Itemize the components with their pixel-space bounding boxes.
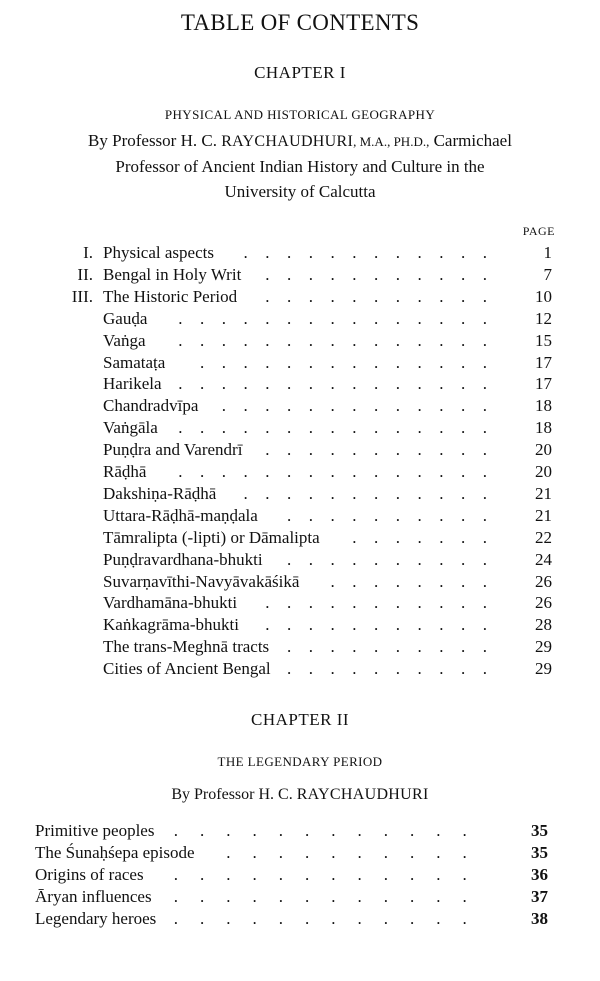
entry-page-number: 37: [531, 887, 548, 906]
author-prefix: By Professor H. C.: [171, 786, 297, 803]
entry-title: The Historic Period: [103, 286, 238, 306]
entry-page-number: 29: [535, 659, 552, 679]
toc-entry[interactable]: [0, 462, 600, 484]
entry-page-number: 29: [535, 637, 552, 657]
entry-page-number: 20: [535, 462, 552, 481]
toc-entry[interactable]: [0, 821, 600, 843]
toc-entry[interactable]: [0, 374, 600, 396]
dot-leader: ..............: [200, 352, 505, 372]
dot-leader: ...............: [178, 418, 505, 438]
dot-leader: ........: [330, 571, 505, 591]
entry-title: Samataṭa: [103, 352, 166, 372]
chapter-2-subtitle: THE LEGENDARY PERIOD: [217, 754, 383, 769]
entry-title: Vaṅga: [103, 330, 146, 350]
dot-leader: ..........: [287, 659, 505, 679]
toc-entry[interactable]: [0, 865, 600, 887]
entry-title: Cities of Ancient Bengal: [103, 659, 271, 679]
entry-page-number: 17: [535, 352, 552, 372]
dot-leader: ..........: [226, 843, 489, 862]
dot-leader: ...............: [178, 330, 505, 350]
entry-title: Vaṅgāla: [103, 418, 158, 438]
toc-entry[interactable]: [0, 887, 600, 909]
toc-entry[interactable]: [0, 396, 600, 418]
chapter-1-author-line-3: University of Calcutta: [224, 182, 376, 201]
entry-title: Chandradvīpa: [103, 396, 199, 416]
entry-page-number: 36: [531, 865, 548, 884]
toc-entry[interactable]: [0, 331, 600, 353]
toc-entry[interactable]: [0, 615, 600, 637]
toc-entry[interactable]: [0, 287, 600, 309]
entry-title: The Śunaḥśepa episode: [35, 843, 195, 862]
chapter-1-subtitle: PHYSICAL AND HISTORICAL GEOGRAPHY: [164, 107, 436, 122]
entry-title: Legendary heroes: [35, 909, 157, 928]
dot-leader: ............: [173, 887, 489, 906]
author-prefix: By Professor H. C.: [88, 131, 222, 150]
entry-page-number: 12: [535, 308, 552, 328]
entry-title: The trans-Meghnā tracts: [103, 637, 270, 657]
entry-page-number: 18: [535, 396, 552, 416]
dot-leader: ...............: [178, 462, 505, 481]
dot-leader: ..........: [287, 637, 505, 657]
dot-leader: ...........: [265, 593, 505, 613]
chapter-1-heading: CHAPTER I: [254, 63, 346, 82]
entry-title: Dakshiṇa-Rāḍhā: [103, 483, 217, 503]
toc-entry[interactable]: [0, 418, 600, 440]
entry-page-number: 10: [535, 286, 552, 306]
entry-title: Origins of races: [35, 865, 144, 884]
dot-leader: ...........: [265, 615, 505, 635]
page-column-heading: PAGE: [522, 224, 555, 238]
toc-entry[interactable]: [0, 309, 600, 331]
entry-title: Physical aspects: [103, 243, 214, 262]
author-degrees: , M.A., PH.D.,: [353, 134, 430, 149]
toc-entry[interactable]: [0, 593, 600, 615]
entry-title: Bengal in Holy Writ: [103, 264, 242, 284]
dot-leader: ...........: [265, 286, 505, 306]
dot-leader: ..........: [287, 505, 505, 525]
dot-leader: .............: [221, 396, 505, 416]
toc-entry[interactable]: [0, 506, 600, 528]
entry-title: Kaṅkagrāma-bhukti: [103, 615, 239, 635]
entry-title: Puṇḍravardhana-bhukti: [103, 549, 263, 569]
chapter-1-author-line-2: Professor of Ancient Indian History and Culture in the: [115, 157, 485, 176]
toc-entry[interactable]: [0, 528, 600, 550]
toc-entry[interactable]: [0, 550, 600, 572]
chapter-2-heading: CHAPTER II: [250, 710, 350, 729]
entry-title: Suvarṇavīthi-Navyāvakāśikā: [103, 571, 300, 591]
author-surname: RAYCHAUDHURI: [221, 133, 354, 150]
entry-page-number: 21: [535, 505, 552, 525]
toc-entry[interactable]: [0, 243, 600, 265]
dot-leader: ...........: [265, 440, 505, 460]
entry-page-number: 15: [535, 330, 552, 350]
entry-page-number: 24: [535, 549, 552, 569]
entry-title: Rāḍhā: [103, 462, 147, 481]
toc-entry[interactable]: [0, 659, 600, 681]
chapter-1-author-line-1: [0, 131, 600, 151]
entry-page-number: 18: [535, 418, 552, 438]
toc-entry[interactable]: [0, 572, 600, 594]
entry-page-number: 17: [535, 374, 552, 394]
chapter-2-author-line: [0, 786, 600, 804]
entry-page-number: 21: [535, 483, 552, 503]
entry-page-number: 35: [531, 821, 548, 840]
entry-title: Primitive peoples: [35, 821, 155, 840]
entry-page-number: 26: [535, 571, 552, 591]
entry-title: Uttara-Rāḍhā-maṇḍala: [103, 505, 258, 525]
dot-leader: ............: [173, 909, 489, 928]
entry-page-number: 7: [543, 264, 552, 284]
toc-entry[interactable]: [0, 637, 600, 659]
dot-leader: ............: [173, 821, 489, 840]
entry-page-number: 20: [535, 440, 552, 460]
entry-number: II.: [77, 264, 93, 284]
entry-page-number: 38: [531, 909, 548, 928]
entry-title: Harikela: [103, 374, 162, 394]
toc-entry[interactable]: [0, 353, 600, 375]
dot-leader: ............: [173, 865, 489, 884]
toc-entry[interactable]: [0, 265, 600, 287]
toc-entry[interactable]: [0, 843, 600, 865]
author-surname: RAYCHAUDHURI: [296, 786, 429, 803]
entry-title: Gauḍa: [103, 308, 148, 328]
entry-page-number: 22: [535, 527, 552, 547]
entry-page-number: 1: [543, 243, 552, 262]
entry-page-number: 35: [531, 843, 548, 862]
entry-number: III.: [71, 286, 93, 306]
entry-page-number: 26: [535, 593, 552, 613]
toc-entry[interactable]: [0, 440, 600, 462]
entry-title: Āryan influences: [35, 887, 152, 906]
entry-title: Vardhamāna-bhukti: [103, 593, 238, 613]
author-title-suffix: Carmichael: [429, 131, 512, 150]
dot-leader: .......: [352, 527, 505, 547]
toc-entry[interactable]: [0, 909, 600, 931]
dot-leader: ...........: [265, 264, 505, 284]
toc-entry[interactable]: [0, 484, 600, 506]
entry-title: Puṇḍra and Varendrī: [103, 440, 243, 460]
entry-number: I.: [83, 243, 93, 262]
dot-leader: ...............: [178, 308, 505, 328]
dot-leader: ............: [243, 243, 505, 262]
page-title: TABLE OF CONTENTS: [180, 10, 420, 35]
entry-title: Tāmralipta (-lipti) or Dāmalipta: [103, 527, 320, 547]
dot-leader: ..........: [287, 549, 505, 569]
entry-page-number: 28: [535, 615, 552, 635]
dot-leader: ...............: [178, 374, 505, 394]
dot-leader: ............: [243, 483, 505, 503]
